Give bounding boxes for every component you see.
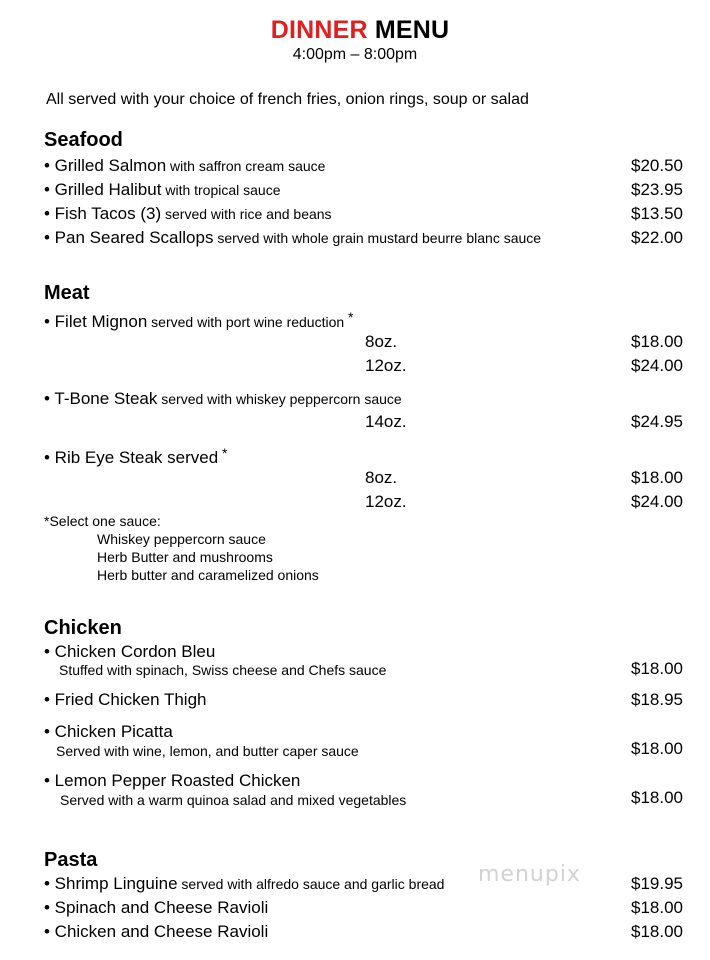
menu-item-filet [44,309,354,332]
item-desc: Stuffed with spinach, Swiss cheese and Chefs sauce [59,662,387,678]
item-price: $24.00 [631,356,683,375]
menu-item [44,874,444,894]
item-price: $18.00 [631,922,683,941]
item-desc: Served with a warm quinoa salad and mixed vegetables [60,792,407,808]
item-name: • Chicken Cordon Bleu [44,642,216,661]
sides-note: All served with your choice of french fries, onion rings, soup or salad [46,91,529,108]
menu-item-ribeye [44,445,228,468]
item-name: • Grilled Halibut [44,180,162,199]
menu-item [44,204,332,224]
item-desc: served with alfredo sauce and garlic bread [177,876,445,892]
item-price: $18.00 [631,332,683,351]
item-name: • Fried Chicken Thigh [44,690,207,709]
section-title-seafood: Seafood [44,129,123,151]
item-price: $18.00 [631,898,683,917]
item-desc: served with whole grain mustard beurre blanc sauce [213,230,542,246]
section-title-meat: Meat [44,282,90,304]
item-desc: with saffron cream sauce [166,158,326,174]
item-price: $18.00 [631,468,683,487]
item-price: $19.95 [631,874,683,893]
item-desc: served with whiskey peppercorn sauce [157,391,402,407]
sauce-note-label: Select one sauce: [49,513,161,529]
item-price: $18.00 [631,659,683,678]
sauce-option: Herb Butter and mushrooms [97,549,273,565]
section-title-chicken: Chicken [44,617,122,639]
item-name: • Chicken and Cheese Ravioli [44,922,269,941]
item-desc: served with rice and beans [161,206,332,222]
menu-item-tbone [44,389,402,409]
item-size: 14oz. [365,412,407,431]
asterisk-mark: * [44,513,50,529]
item-price: $23.95 [631,180,683,199]
watermark: menupix [478,862,581,887]
item-name: • Spinach and Cheese Ravioli [44,898,269,917]
item-name: • Grilled Salmon [44,156,167,175]
item-name: • Chicken Picatta [44,722,173,741]
item-price: $20.50 [631,156,683,175]
item-price: $18.95 [631,690,683,709]
item-name: • Shrimp Linguine [44,874,178,893]
item-price: $24.95 [631,412,683,431]
item-price: $18.00 [631,739,683,758]
item-name: • Lemon Pepper Roasted Chicken [44,771,301,790]
item-name: • Filet Mignon [44,312,148,331]
item-desc: with tropical sauce [161,182,281,198]
item-name: • Pan Seared Scallops [44,228,214,247]
item-size: 8oz. [365,468,398,487]
item-desc: served with port wine reduction [147,314,345,330]
menu-item [44,180,281,200]
sauce-option: Whiskey peppercorn sauce [97,531,266,547]
menu-title-black: MENU [367,16,450,44]
item-price: $18.00 [631,788,683,807]
item-price: $24.00 [631,492,683,511]
menu-title-red: DINNER [270,16,368,44]
item-size: 12oz. [365,356,407,375]
item-name: • Fish Tacos (3) [44,204,162,223]
service-hours: 4:00pm – 8:00pm [292,46,418,63]
item-size: 12oz. [365,492,407,511]
sauce-note [44,513,161,529]
sauce-option: Herb butter and caramelized onions [97,567,319,583]
item-name: • T-Bone Steak [44,389,158,408]
menu-title [0,16,710,45]
item-desc: Served with wine, lemon, and butter caper sauce [56,743,359,759]
menu-item [44,228,541,248]
item-size: 8oz. [365,332,398,351]
asterisk-mark: * [218,445,228,461]
menu-item [44,156,325,176]
item-name: • Rib Eye Steak served [44,448,219,467]
asterisk-mark: * [344,309,354,325]
item-price: $22.00 [631,228,683,247]
section-title-pasta: Pasta [44,849,98,871]
item-price: $13.50 [631,204,683,223]
